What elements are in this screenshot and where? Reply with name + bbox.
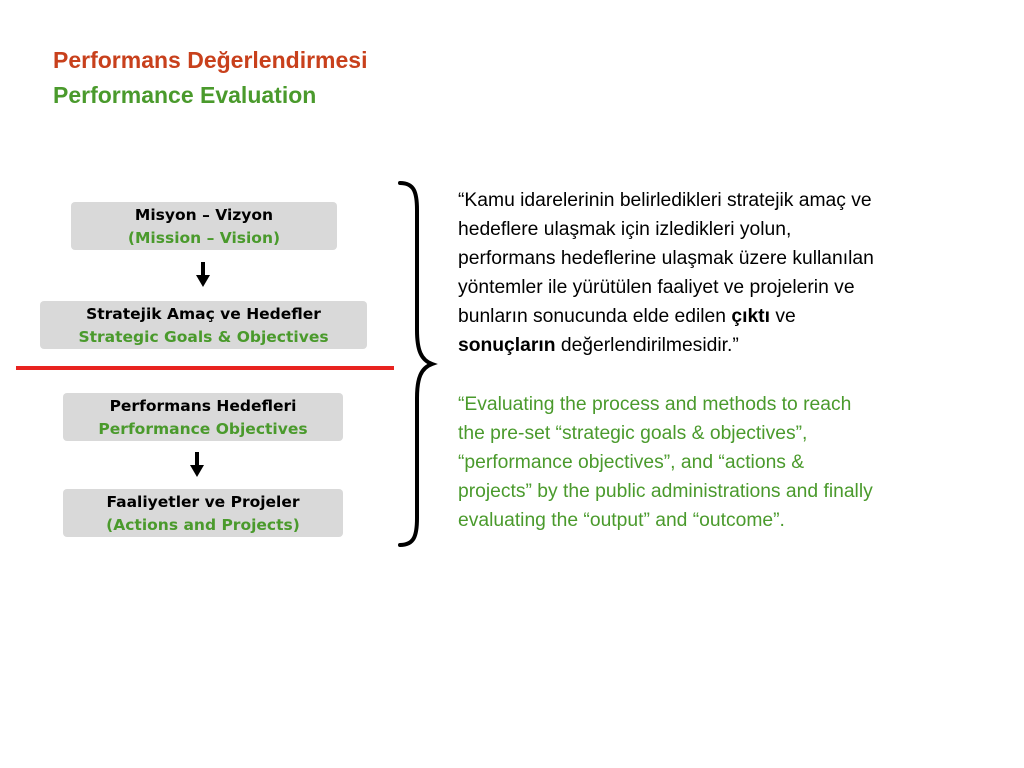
mission-english-label: (Mission – Vision)	[127, 229, 281, 247]
quote-english-line: evaluating the “output” and “outcome”.	[458, 510, 785, 531]
strategic-english-label: Strategic Goals & Objectives	[78, 328, 329, 346]
quote-text: ve	[769, 306, 796, 327]
quote-turkish-line: hedeflere ulaşmak için izledikleri yolun,	[458, 219, 792, 240]
quote-english-line: “Evaluating the process and methods to reach	[458, 394, 852, 415]
mission-vision-box	[71, 202, 337, 250]
quote-turkish-line: performans hedeflerine ulaşmak üzere kullanılan	[458, 248, 874, 269]
performance-objectives-box	[63, 393, 343, 441]
red-separator-line	[16, 366, 394, 370]
quote-english-line: the pre-set “strategic goals & objectives”,	[458, 423, 808, 444]
quote-text: değerlendirilmesidir.”	[555, 335, 739, 356]
quote-english-line: “performance objectives”, and “actions &	[458, 452, 805, 473]
quote-bold-output: çıktı	[731, 306, 770, 327]
actions-english-label: (Actions and Projects)	[106, 516, 300, 534]
title-english: Performance Evaluation	[53, 82, 317, 108]
quote-text: bunların sonucunda elde edilen	[458, 306, 732, 327]
quote-english-line: projects” by the public administrations and finally	[458, 481, 873, 502]
actions-turkish-label: Faaliyetler ve Projeler	[106, 493, 300, 511]
mission-turkish-label: Misyon – Vizyon	[134, 206, 274, 224]
quote-turkish-line: yöntemler ile yürütülen faaliyet ve projelerin ve	[458, 277, 855, 298]
quote-turkish-line	[458, 302, 998, 331]
quote-english	[458, 390, 998, 535]
quote-turkish	[458, 186, 998, 360]
quote-bold-outcome: sonuçların	[458, 335, 556, 356]
down-arrow-icon	[190, 452, 204, 478]
actions-projects-box	[63, 489, 343, 537]
right-curly-brace	[394, 180, 440, 550]
title-turkish: Performans Değerlendirmesi	[53, 47, 368, 73]
performance-english-label: Performance Objectives	[98, 420, 308, 438]
quote-turkish-line: “Kamu idarelerinin belirledikleri stratejik amaç ve	[458, 190, 872, 211]
down-arrow-icon	[196, 262, 210, 288]
strategic-goals-box	[40, 301, 367, 349]
strategic-turkish-label: Stratejik Amaç ve Hedefler	[86, 305, 321, 323]
performance-turkish-label: Performans Hedefleri	[109, 397, 297, 415]
quote-turkish-line	[458, 331, 998, 360]
